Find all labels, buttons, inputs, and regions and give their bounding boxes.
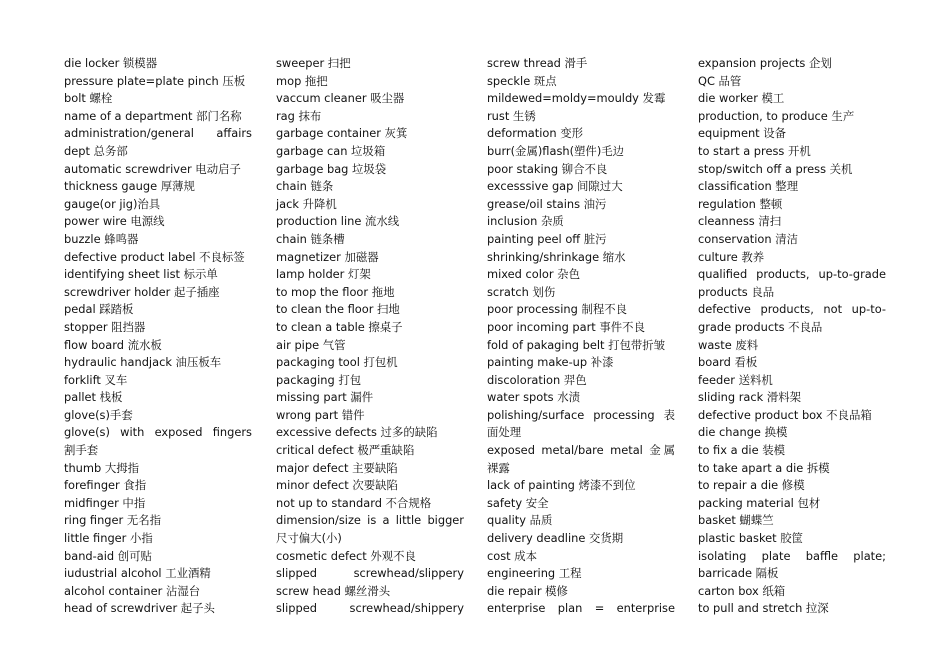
glossary-entry: identifying sheet list 标示单 xyxy=(64,267,218,282)
glossary-entry: lamp holder 灯架 xyxy=(276,267,371,282)
glossary-entry: vaccum cleaner 吸尘器 xyxy=(276,91,405,106)
glossary-entry: pressure plate=plate pinch 压板 xyxy=(64,73,246,88)
glossary-entry: to fix a die 装模 xyxy=(698,443,785,458)
glossary-entry: basket 蝴蝶竺 xyxy=(698,513,774,528)
glossary-entry: stopper 阻挡器 xyxy=(64,319,146,334)
glossary-entry: screw thread 滑手 xyxy=(487,56,588,70)
glossary-entry: painting peel off 脏污 xyxy=(487,231,607,246)
glossary-entry: defective products, not up-to- xyxy=(698,302,886,317)
glossary-entry: glove(s)手套 xyxy=(64,407,133,422)
glossary-entry: not up to standard 不合规格 xyxy=(276,495,432,510)
glossary-entry: garbage container 灰箕 xyxy=(276,126,408,141)
glossary-entry: speckle 斑点 xyxy=(487,73,557,88)
glossary-entry: sweeper 扫把 xyxy=(276,56,351,70)
glossary-entry: enterprise plan = enterprise xyxy=(487,601,675,616)
glossary-entry: die locker 锁模器 xyxy=(64,56,158,70)
glossary-entry: feeder 送料机 xyxy=(698,372,773,387)
glossary-entry: chain 链条槽 xyxy=(276,231,345,246)
glossary-entry: pallet 栈板 xyxy=(64,390,123,405)
glossary-entry: polishing/surface processing 表 xyxy=(487,407,675,422)
glossary-entry: deformation 变形 xyxy=(487,126,583,141)
glossary-entry: excessive defects 过多的缺陷 xyxy=(276,425,438,440)
glossary-entry: hydraulic handjack 油压板车 xyxy=(64,355,222,370)
glossary-entry: production line 流水线 xyxy=(276,214,400,229)
glossary-entry: stop/switch off a press 关机 xyxy=(698,161,853,176)
glossary-column-2 xyxy=(276,55,464,618)
glossary-entry: name of a department 部门名称 xyxy=(64,108,242,123)
glossary-column-4 xyxy=(698,55,886,618)
glossary-entry: packing material 包材 xyxy=(698,495,821,510)
glossary-entry: quality 品质 xyxy=(487,513,553,528)
glossary-entry: garbage can 垃圾箱 xyxy=(276,143,386,158)
glossary-entry: to clean the floor 扫地 xyxy=(276,302,400,317)
glossary-entry: mop 拖把 xyxy=(276,73,328,88)
glossary-entry: critical defect 极严重缺陷 xyxy=(276,443,415,458)
glossary-entry: chain 链条 xyxy=(276,179,334,194)
glossary-entry: expansion projects 企划 xyxy=(698,56,832,70)
glossary-entry: classification 整理 xyxy=(698,179,799,194)
glossary-entry: die repair 模修 xyxy=(487,583,568,598)
glossary-entry: engineering 工程 xyxy=(487,566,582,581)
glossary-entry: slipped screwhead/slippery xyxy=(276,566,464,581)
glossary-entry: regulation 整顿 xyxy=(698,196,783,211)
glossary-entry: poor processing 制程不良 xyxy=(487,302,628,317)
glossary-entry: forefinger 食指 xyxy=(64,478,147,493)
glossary-entry: plastic basket 胶筐 xyxy=(698,531,804,546)
glossary-entry: discoloration 羿色 xyxy=(487,372,587,387)
glossary-entry: mildewed=moldy=mouldy 发霉 xyxy=(487,91,666,106)
glossary-entry: scratch 划伤 xyxy=(487,284,556,299)
glossary-entry: major defect 主要缺陷 xyxy=(276,460,398,475)
glossary-entry: conservation 清洁 xyxy=(698,231,799,246)
glossary-entry: to start a press 开机 xyxy=(698,143,811,158)
glossary-entry: dept 总务部 xyxy=(64,143,128,158)
glossary-entry: painting make-up 补漆 xyxy=(487,355,614,370)
glossary-entry: production, to produce 生产 xyxy=(698,108,855,123)
glossary-entry: shrinking/shrinkage 缩水 xyxy=(487,249,626,264)
glossary-entry: fold of pakaging belt 打包带折皱 xyxy=(487,337,666,352)
glossary-entry: grease/oil stains 油污 xyxy=(487,196,607,211)
glossary-entry: flow board 流水板 xyxy=(64,337,162,352)
glossary-entry: poor incoming part 事件不良 xyxy=(487,319,645,334)
glossary-entry: qualified products, up-to-grade xyxy=(698,267,886,282)
glossary-entry: little finger 小指 xyxy=(64,531,153,546)
glossary-entry: bolt 螺栓 xyxy=(64,91,113,106)
glossary-entry: band-aid 创可贴 xyxy=(64,548,152,563)
glossary-entry: cost 成本 xyxy=(487,548,538,563)
glossary-entry: administration/general affairs xyxy=(64,126,252,141)
glossary-entry: pedal 踩踏板 xyxy=(64,302,134,317)
glossary-entry: screw head 螺丝滑头 xyxy=(276,583,391,598)
glossary-entry: grade products 不良品 xyxy=(698,319,823,334)
glossary-entry: isolating plate baffle plate; xyxy=(698,548,886,563)
glossary-entry: 割手套 xyxy=(64,443,99,458)
glossary-entry: ring finger 无名指 xyxy=(64,513,162,528)
glossary-entry: midfinger 中指 xyxy=(64,495,146,510)
glossary-entry: iudustrial alcohol 工业酒精 xyxy=(64,566,211,581)
glossary-entry: board 看板 xyxy=(698,355,758,370)
glossary-column-1 xyxy=(64,55,252,618)
glossary-entry: waste 废料 xyxy=(698,337,759,352)
glossary-entry: inclusion 杂质 xyxy=(487,214,564,229)
glossary-entry: missing part 漏件 xyxy=(276,390,374,405)
glossary-entry: to mop the floor 拖地 xyxy=(276,284,395,299)
glossary-entry: to pull and stretch 拉深 xyxy=(698,601,829,616)
glossary-entry: glove(s) with exposed fingers xyxy=(64,425,252,440)
glossary-entry: magnetizer 加磁器 xyxy=(276,249,379,264)
glossary-entry: products 良品 xyxy=(698,284,775,299)
glossary-entry: thumb 大拇指 xyxy=(64,460,140,475)
glossary-entry: cosmetic defect 外观不良 xyxy=(276,548,416,563)
glossary-entry: die change 换模 xyxy=(698,425,788,440)
glossary-entry: defective product box 不良品箱 xyxy=(698,407,872,422)
glossary-entry: mixed color 杂色 xyxy=(487,267,580,282)
glossary-entry: jack 升降机 xyxy=(276,196,337,211)
glossary-entry: carton box 纸箱 xyxy=(698,583,786,598)
glossary-entry: excesssive gap 间隙过大 xyxy=(487,179,623,194)
glossary-entry: QC 品管 xyxy=(698,73,742,88)
glossary-entry: 裸露 xyxy=(487,460,510,475)
glossary-entry: 尺寸偏大(小) xyxy=(276,531,342,546)
glossary-entry: wrong part 错件 xyxy=(276,407,365,422)
glossary-entry: screwdriver holder 起子插座 xyxy=(64,284,220,299)
glossary-entry: rag 抹布 xyxy=(276,108,322,123)
glossary-entry: delivery deadline 交货期 xyxy=(487,531,624,546)
glossary-entry: cleanness 清扫 xyxy=(698,214,782,229)
glossary-entry: to take apart a die 拆模 xyxy=(698,460,830,475)
glossary-entry: minor defect 次要缺陷 xyxy=(276,478,398,493)
glossary-column-3 xyxy=(487,55,675,618)
glossary-entry: forklift 叉车 xyxy=(64,372,128,387)
glossary-entry: barricade 隔板 xyxy=(698,566,779,581)
glossary-entry: packaging tool 打包机 xyxy=(276,355,398,370)
glossary-entry: exposed metal/bare metal 金属 xyxy=(487,443,675,458)
glossary-entry: culture 教养 xyxy=(698,249,765,264)
glossary-entry: rust 生锈 xyxy=(487,108,536,123)
glossary-entry: die worker 模工 xyxy=(698,91,785,106)
glossary-entry: burr(金属)flash(塑件)毛边 xyxy=(487,143,625,158)
glossary-entry: automatic screwdriver 电动启子 xyxy=(64,161,241,176)
glossary-entry: defective product label 不良标签 xyxy=(64,249,245,264)
glossary-entry: packaging 打包 xyxy=(276,372,362,387)
glossary-entry: garbage bag 垃圾袋 xyxy=(276,161,387,176)
glossary-entry: to clean a table 擦桌子 xyxy=(276,319,403,334)
glossary-entry: thickness gauge 厚薄规 xyxy=(64,179,195,194)
glossary-entry: gauge(or jig)治具 xyxy=(64,196,161,211)
glossary-entry: slipped screwhead/shippery xyxy=(276,601,464,616)
glossary-entry: power wire 电源线 xyxy=(64,214,165,229)
glossary-entry: sliding rack 滑料架 xyxy=(698,390,802,405)
glossary-entry: water spots 水渍 xyxy=(487,390,581,405)
glossary-entry: lack of painting 烤漆不到位 xyxy=(487,478,636,493)
glossary-entry: head of screwdriver 起子头 xyxy=(64,601,215,616)
glossary-entry: poor staking 铆合不良 xyxy=(487,161,608,176)
glossary-entry: equipment 设备 xyxy=(698,126,787,141)
glossary-entry: dimension/size is a little bigger xyxy=(276,513,464,528)
glossary-entry: safety 安全 xyxy=(487,495,549,510)
glossary-entry: buzzle 蜂鸣器 xyxy=(64,231,139,246)
glossary-entry: 面处理 xyxy=(487,425,522,440)
glossary-entry: alcohol container 沾湿台 xyxy=(64,583,201,598)
glossary-entry: to repair a die 修模 xyxy=(698,478,805,493)
glossary-entry: air pipe 气管 xyxy=(276,337,346,352)
